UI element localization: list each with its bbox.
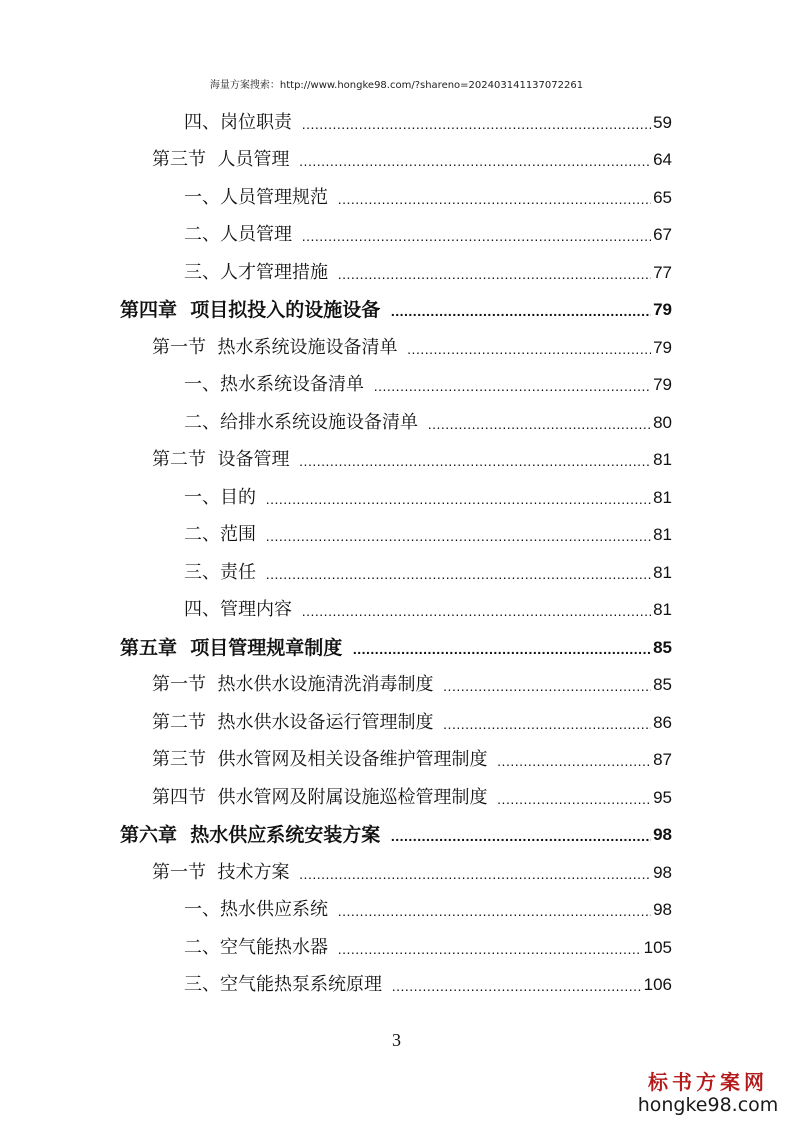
toc-entry-page: 81: [653, 563, 672, 582]
toc-entry[interactable]: [152, 704, 672, 734]
toc-entry-page: 81: [653, 488, 672, 507]
toc-entry[interactable]: [152, 666, 672, 696]
toc-entry-page: 81: [653, 525, 672, 544]
toc-entry-title: 第一节 热水系统设施设备清单: [152, 337, 404, 358]
toc-entry[interactable]: [152, 141, 672, 171]
toc-entry[interactable]: [184, 216, 672, 246]
toc-leader-dots: [407, 337, 651, 359]
toc-leader-dots: [266, 487, 651, 509]
toc-leader-dots: [299, 862, 651, 884]
toc-entry-title: 第四章 项目拟投入的设施设备: [120, 299, 387, 321]
toc-entry[interactable]: [184, 554, 672, 584]
toc-entry[interactable]: [184, 516, 672, 546]
toc-leader-dots: [391, 824, 651, 846]
toc-entry-page: 67: [653, 225, 672, 244]
toc-entry-title: 第二节 热水供水设备运行管理制度: [152, 712, 440, 733]
toc-entry-page: 98: [653, 900, 672, 919]
toc-entry-title: 四、岗位职责: [184, 112, 298, 133]
toc-entry-title: 第三节 供水管网及相关设备维护管理制度: [152, 749, 494, 770]
watermark-en: hongke98.com: [637, 1094, 779, 1116]
toc-entry[interactable]: [152, 329, 672, 359]
watermark-cn: 标书方案网: [648, 1070, 768, 1094]
toc-chapter-entry[interactable]: [120, 629, 672, 659]
toc-entry[interactable]: [184, 404, 672, 434]
toc-entry-page: 81: [653, 450, 672, 469]
toc-entry-page: 81: [653, 600, 672, 619]
toc-entry[interactable]: [184, 254, 672, 284]
toc-leader-dots: [266, 524, 651, 546]
toc-entry-title: 二、给排水系统设施设备清单: [184, 412, 424, 433]
toc-entry-title: 二、范围: [184, 524, 262, 545]
toc-entry[interactable]: [152, 741, 672, 771]
toc-leader-dots: [302, 112, 651, 134]
toc-leader-dots: [428, 412, 651, 434]
toc-entry-page: 98: [653, 863, 672, 882]
toc-entry-title: 第三节 人员管理: [152, 149, 296, 170]
toc-entry[interactable]: [184, 104, 672, 134]
toc-entry-page: 85: [653, 638, 672, 657]
toc-entry-title: 一、热水系统设备清单: [184, 374, 370, 395]
toc-leader-dots: [338, 262, 651, 284]
toc-entry[interactable]: [184, 929, 672, 959]
toc-entry[interactable]: [152, 779, 672, 809]
toc-entry-page: 105: [643, 938, 672, 957]
toc-entry-page: 77: [653, 263, 672, 282]
toc-leader-dots: [299, 449, 651, 471]
toc-leader-dots: [338, 937, 642, 959]
toc-entry[interactable]: [184, 966, 672, 996]
toc-entry[interactable]: [184, 179, 672, 209]
toc-entry-title: 第六章 热水供应系统安装方案: [120, 824, 387, 846]
toc-entry[interactable]: [184, 479, 672, 509]
toc-entry-page: 64: [653, 150, 672, 169]
toc-entry-page: 65: [653, 188, 672, 207]
toc-leader-dots: [353, 637, 651, 659]
toc-leader-dots: [374, 374, 651, 396]
toc-entry-title: 三、人才管理措施: [184, 262, 334, 283]
toc-entry-page: 80: [653, 413, 672, 432]
toc-entry-page: 95: [653, 788, 672, 807]
toc-leader-dots: [443, 674, 651, 696]
toc-entry-page: 87: [653, 750, 672, 769]
toc-entry-page: 59: [653, 113, 672, 132]
toc-entry-title: 第五章 项目管理规章制度: [120, 637, 349, 659]
page-number: 3: [392, 1030, 401, 1050]
toc-leader-dots: [338, 899, 651, 921]
toc-entry-title: 第一节 热水供水设施清洗消毒制度: [152, 674, 440, 695]
toc-entry-page: 98: [653, 825, 672, 844]
toc-entry-title: 四、管理内容: [184, 599, 298, 620]
toc-entry-title: 第四节 供水管网及附属设施巡检管理制度: [152, 787, 494, 808]
toc-entry-title: 一、目的: [184, 487, 262, 508]
toc-leader-dots: [497, 749, 651, 771]
toc-entry-page: 86: [653, 713, 672, 732]
toc-leader-dots: [392, 974, 642, 996]
toc-entry-title: 第一节 技术方案: [152, 862, 296, 883]
toc-entry[interactable]: [184, 591, 672, 621]
toc-entry[interactable]: [184, 891, 672, 921]
toc-chapter-entry[interactable]: [120, 816, 672, 846]
toc-entry[interactable]: [184, 366, 672, 396]
site-watermark-logo: [633, 1070, 783, 1116]
toc-leader-dots: [302, 224, 651, 246]
toc-chapter-entry[interactable]: [120, 291, 672, 321]
toc-entry-title: 一、人员管理规范: [184, 187, 334, 208]
toc-entry-page: 85: [653, 675, 672, 694]
toc-entry-page: 79: [653, 300, 672, 319]
toc-leader-dots: [338, 187, 651, 209]
toc-entry[interactable]: [152, 854, 672, 884]
toc-entry[interactable]: [152, 441, 672, 471]
toc-entry-title: 三、责任: [184, 562, 262, 583]
toc-entry-page: 106: [643, 975, 672, 994]
page-header-search-link: 海量方案搜索：http://www.hongke98.com/?shareno=20240314113707226​1: [209, 80, 584, 91]
toc-entry-page: 79: [653, 338, 672, 357]
toc-entry-title: 二、人员管理: [184, 224, 298, 245]
toc-entry-title: 一、热水供应系统: [184, 899, 334, 920]
toc-entry-title: 三、空气能热泵系统原理: [184, 974, 388, 995]
toc-leader-dots: [497, 787, 651, 809]
toc-leader-dots: [302, 599, 651, 621]
toc-leader-dots: [266, 562, 651, 584]
toc-entry-page: 79: [653, 375, 672, 394]
toc-leader-dots: [299, 149, 651, 171]
toc-leader-dots: [391, 299, 651, 321]
toc-entry-title: 第二节 设备管理: [152, 449, 296, 470]
toc-leader-dots: [443, 712, 651, 734]
toc-entry-title: 二、空气能热水器: [184, 937, 334, 958]
